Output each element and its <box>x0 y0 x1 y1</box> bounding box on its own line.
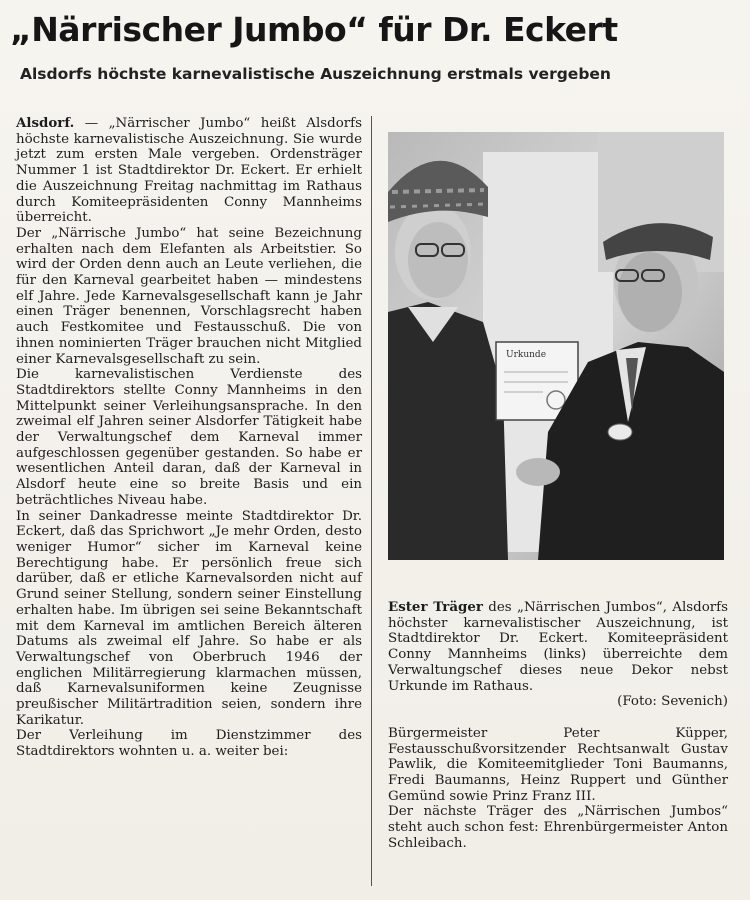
certificate-heading: Urkunde <box>506 350 547 360</box>
photo-caption <box>388 600 728 694</box>
caption-lead: Ester Träger <box>388 599 483 615</box>
paragraph-2: Der „Närrische Jumbo“ hat seine Bezeichnung erhalten nach dem Elefanten als Arbeitstier. So wird der Orden denn auch an Leute verliehen, die für den Karneval gearbeitet haben — mindestens elf Jahre. Jede Karnevalsgesellschaft kann je Jahr einen Träger benennen, Vorschlagsrecht haben auch Festkomitee und Festausschuß. Die von ihnen nominierten Träger brauchen nicht Mitglied einer Karnevalsgesellschaft zu sein. <box>16 225 362 367</box>
paragraph-5: Der Verleihung im Dienstzimmer des Stadtdirektors wohnten u. a. weiter bei: <box>16 728 362 760</box>
continuation-paragraph-1: Bürgermeister Peter Küpper, Festausschußvorsitzender Rechtsanwalt Gustav Pawlik, die Komiteemitglieder Toni Baumanns, Fredi Baumanns, Heinz Ruppert und Günther Gemünd sowie Prinz Franz III. <box>388 725 728 804</box>
paragraph-1 <box>16 116 362 226</box>
paragraph-4: In seiner Dankadresse meinte Stadtdirektor Dr. Eckert, daß das Sprichwort „Je mehr Orden, desto weniger Humor“ sicher im Karneval keine Berechtigung habe. Er persönlich freue sich darüber, daß er etliche Karnevalsorden nicht auf Grund seiner Stellung, sondern seiner Einstellung erhalten habe. Im übrigen sei seine Bekanntschaft mit dem Karneval im amtlichen Bereich älteren Datums als zweimal elf Jahre. So habe er als Verwaltungschef von Oberbruch 1946 der englichen Militärregierung klarmachen müssen, daß Karnevalsuniformen keine Zeugnisse preußischer Militärtradition seien, sondern ihre Karikatur. <box>16 508 362 728</box>
caption-spacer <box>388 710 728 726</box>
continuation-paragraph-2: Der nächste Träger des „Närrischen Jumbos“ steht auch schon fest: Ehrenbürgermeister Anton Schleibach. <box>388 804 728 851</box>
press-photo <box>388 132 724 560</box>
headline: „Närrischer Jumbo“ für Dr. Eckert <box>10 10 618 49</box>
column-divider <box>371 116 372 886</box>
caption-text: des „Närrischen Jumbos“, Alsdorfs höchster karnevalistischer Auszeichnung, ist Stadtdirektor Dr. Eckert. Komiteepräsident Conny Mannheims (links) überreichte dem Verwaltungschef dieses neue Dekor nebst Urkunde im Rathaus. <box>388 600 728 694</box>
paragraph-3: Die karnevalistischen Verdienste des Stadtdirektors stellte Conny Mannheims in den Mittelpunkt seiner Verleihungsansprache. In den zweimal elf Jahren seiner Alsdorfer Tätigkeit habe der Verwaltungschef dem Karneval immer aufgeschlossen gegenüber gestanden. So habe er wesentlichen Anteil daran, daß der Karneval in Alsdorf heute eine so breite Basis und ein beträchtliches Niveau habe. <box>16 367 362 508</box>
photo-credit: (Foto: Sevenich) <box>617 694 728 710</box>
dateline: Alsdorf. <box>16 115 75 131</box>
article-body-left-column <box>16 116 362 760</box>
paragraph-1-text: — „Närrischer Jumbo“ heißt Alsdorfs höchste karnevalistische Auszeichnung. Sie wurde jetzt zum ersten Male vergeben. Ordensträger Nummer 1 ist Stadtdirektor Dr. Eckert. Er erhielt die Auszeichnung Freitag nachmittag im Rathaus durch Komiteepräsidenten Conny Mannheims überreicht. <box>16 116 362 226</box>
photo-illustration <box>388 132 724 560</box>
article-body-right-column <box>388 600 728 852</box>
subheadline: Alsdorfs höchste karnevalistische Auszeichnung erstmals vergeben <box>20 65 611 83</box>
